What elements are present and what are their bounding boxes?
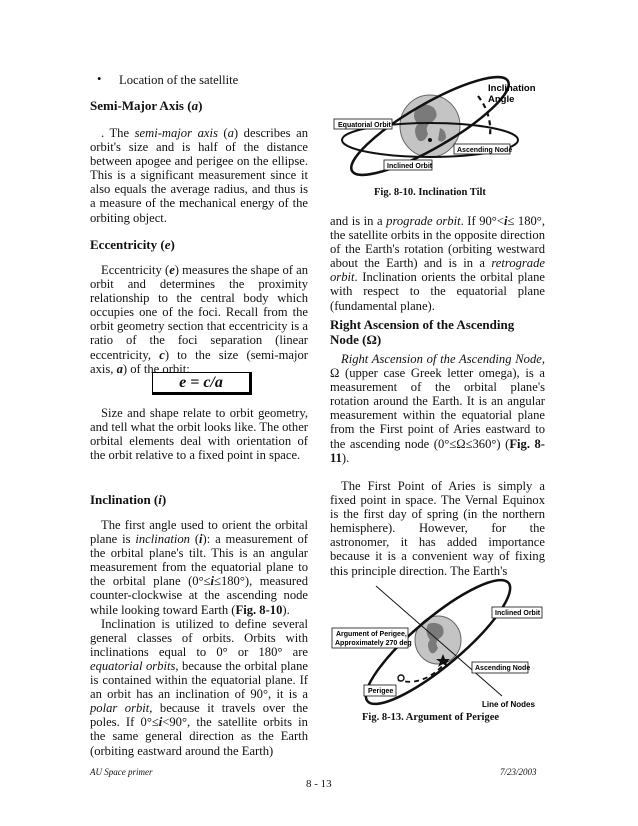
bullet-location: Location of the satellite xyxy=(119,73,239,87)
paragraph-raan: Right Ascension of the Ascending Node, Ω (upper case Greek letter omega), is a measurement of the orbital plane's rotation around the Earth. It is an angular measurement within the equatorial plane from the First point of Aries eastward to the ascending node (0°≤Ω≤360°) (Fig. 8-11). xyxy=(330,352,545,465)
inclined-orbit-2-label: Inclined Orbit xyxy=(495,610,541,617)
caption-fig-8-10: Fig. 8-10. Inclination Tilt xyxy=(374,187,486,198)
paragraph-prograde: and is in a prograde orbit. If 90°<i≤ 180°, the satellite orbits in the opposite direction of the Earth's rotation (orbiting westward about the Earth) and is in a retrograde orbit. Inclination orients the orbital plane with respect to the equatorial plane (fundamental plane). xyxy=(330,214,545,313)
equation-box: e = c/a xyxy=(152,372,252,395)
perigee-marker xyxy=(398,675,404,681)
paragraph-semi-major: . The semi-major axis (a) describes an orbit's size and is half of the distance between apogee and perigee on the ellipse. This is a significant measurement since it also equals the average radius, and thus is a measure of the mechanical energy of the orbiting object. xyxy=(90,126,308,225)
inclination-label-1: Inclination xyxy=(488,83,536,94)
inclination-label-2: Angle xyxy=(488,94,515,105)
caption-fig-8-13: Fig. 8-13. Argument of Perigee xyxy=(362,712,500,723)
heading-semi-major: Semi-Major Axis (a) xyxy=(90,98,203,113)
ascending-node-dot xyxy=(428,138,432,142)
section-inclination xyxy=(90,492,308,507)
argument-label-2: Approximately 270 deg xyxy=(335,640,412,647)
section-semi-major xyxy=(90,98,308,113)
inclined-orbit-label: Inclined Orbit xyxy=(387,163,433,170)
footer-left: AU Space primer xyxy=(90,767,153,777)
paragraph-size-shape: Size and shape relate to orbit geometry, and tell what the orbit looks like. The other orbital elements deal with orientation of the orbit relative to a fixed point in space. xyxy=(90,406,308,463)
section-raan xyxy=(330,317,545,347)
globe xyxy=(400,95,460,157)
figure-argument-of-perigee xyxy=(330,578,545,710)
heading-inclination: Inclination (i) xyxy=(90,492,167,507)
argument-label-1: Argument of Perigee, xyxy=(336,631,407,638)
paragraph-first-point-aries: The First Point of Aries is simply a fixed point in space. The Vernal Equinox is the first day of spring (in the northern hemisphere). However, for the astronomer, it has added importance because it is a convenient way of fixing this principle direction. The Earth's xyxy=(330,479,545,578)
line-of-nodes-label: Line of Nodes xyxy=(482,700,535,709)
bullet-icon: • xyxy=(97,72,102,86)
paragraph-inclination: The first angle used to orient the orbital plane is inclination (i): a measurement of the orbital plane's tilt. This is an angular measurement from the equatorial plane to the orbital plane (0°≤i≤180°), measured counter-clockwise at the ascending node while looking toward Earth (Fig. 8-10). Inclination is utilized to define several general classes of orbits. Orbits with inclinations equal to 0° or 180° are equatorial orbits, because the orbital plane is contained within the equatorial plane. If an orbit has an inclination of 90°, it is a polar orbit, because it travels over the poles. If 0°≤i<90°, the satellite orbits in the same general direction as the Earth (orbiting eastward around the Earth) xyxy=(90,518,309,758)
heading-eccentricity: Eccentricity (e) xyxy=(90,237,175,252)
perigee-label: Perigee xyxy=(368,688,394,695)
paragraph-eccentricity: Eccentricity (e) measures the shape of an orbit and determines the proximity relationship to the central body which occupies one of the foci. Recall from the orbit geometry section that eccentricity is a ratio of the foci separation (linear eccentricity, c) to the size (semi-major axis, a) of the orbit: xyxy=(90,263,309,376)
footer-right: 7/23/2003 xyxy=(500,767,537,777)
ascending-node-2-label: Ascending Node xyxy=(475,665,531,672)
heading-raan: Right Ascension of the Ascending Node (Ω) xyxy=(330,317,515,347)
equatorial-orbit-label: Equatorial Orbit xyxy=(338,122,391,129)
section-eccentricity xyxy=(90,237,308,252)
page-number: 8 - 13 xyxy=(306,778,332,790)
ascending-node-label: Ascending Node xyxy=(457,147,513,154)
figure-inclination-tilt xyxy=(330,68,545,180)
